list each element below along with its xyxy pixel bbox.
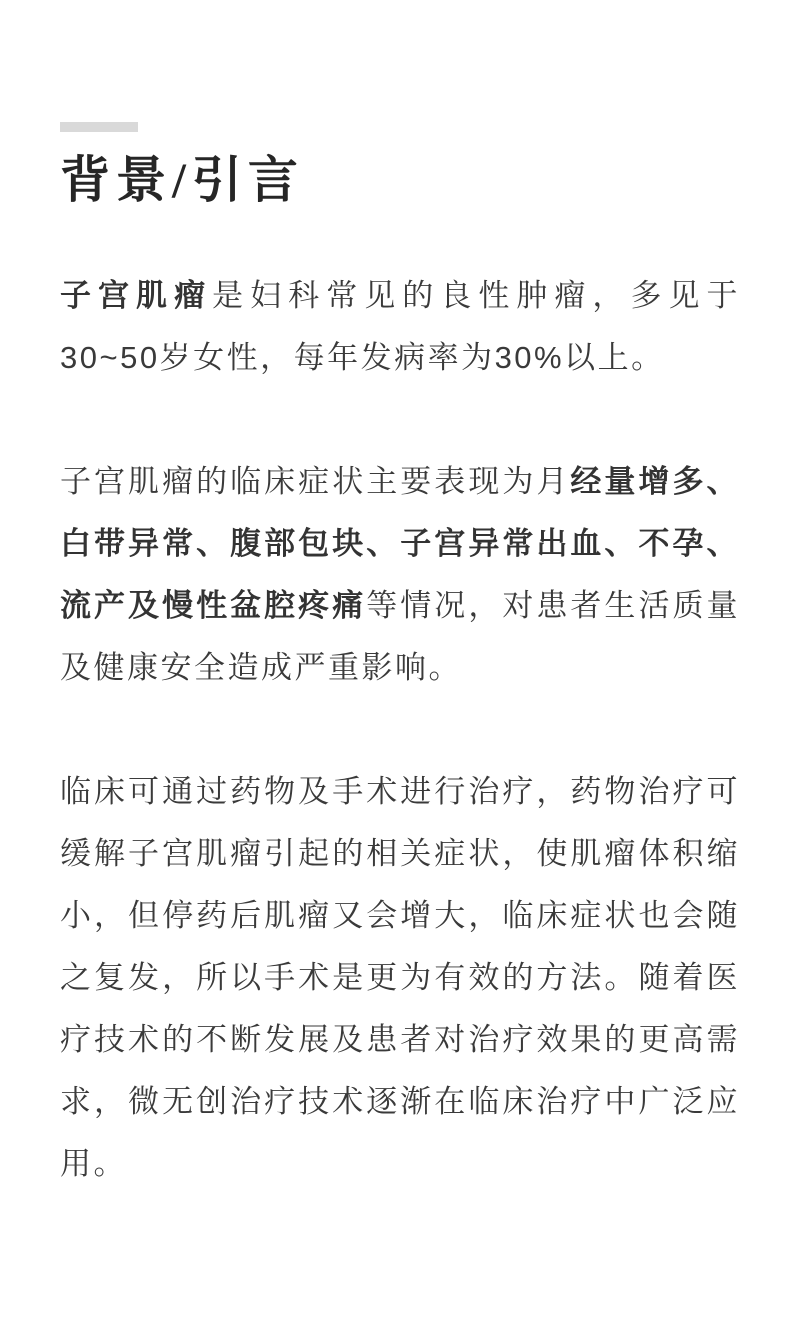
paragraph-treatment-text: 临床可通过药物及手术进行治疗，药物治疗可缓解子宫肌瘤引起的相关症状，使肌瘤体积缩小，但停药后肌瘤又会增大，临床症状也会随之复发，所以手术是更为有效的方法。随着医疗技术的不断发展及患者对治疗效果的更高需求，微无创治疗技术逐渐在临床治疗中广泛应用。 [60, 773, 740, 1181]
paragraph-intro-text: 是妇科常见的良性肿瘤，多见于30~50岁女性，每年发病率为30%以上。 [60, 277, 741, 375]
paragraph-symptoms [60, 451, 740, 699]
paragraph-symptoms-lead: 子宫肌瘤的临床症状主要表现为月 [60, 463, 571, 499]
paragraph-symptoms-rest: 等情况，对患者生活质量及健康安全造成严重影响。 [60, 587, 741, 685]
section-marker-bar [60, 122, 138, 132]
paragraph-treatment [60, 761, 740, 1195]
section-title: 背景/引言 [60, 152, 304, 208]
article-body [60, 265, 740, 1195]
paragraph-intro [60, 265, 740, 389]
bold-term-uterine-fibroid: 子宫肌瘤 [60, 277, 213, 313]
bold-symptom-list: 经量增多、白带异常、腹部包块、子宫异常出血、不孕、流产及慢性盆腔疼痛 [60, 463, 741, 623]
